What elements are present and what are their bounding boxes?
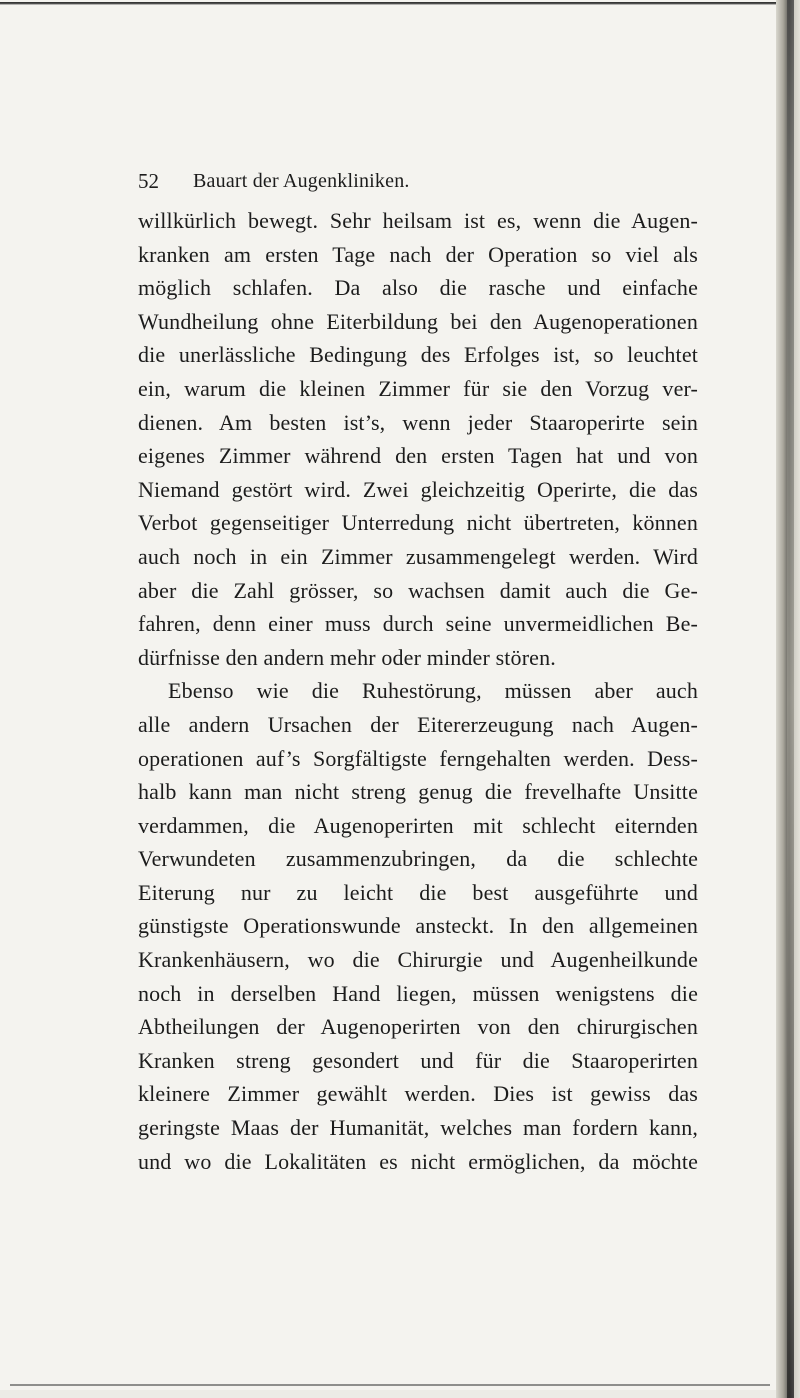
text-line: Eiterung nur zu leicht die best ausgeführte und: [138, 879, 698, 905]
text-line: noch in derselben Hand liegen, müssen wenigstens die: [138, 980, 698, 1006]
text-line: kranken am ersten Tage nach der Operation so viel als: [138, 241, 698, 267]
page-edge-dark: [787, 0, 794, 1398]
text-line: auch noch in ein Zimmer zusammengelegt werden. Wird: [138, 543, 698, 569]
text-line: Niemand gestört wird. Zwei gleichzeitig Operirte, die das: [138, 476, 698, 502]
text-line: Ebenso wie die Ruhestörung, müssen aber auch: [168, 678, 698, 704]
text-line: Krankenhäusern, wo die Chirurgie und Augenheilkunde: [138, 947, 698, 973]
top-rule: [0, 2, 780, 5]
text-line: ein, warum die kleinen Zimmer für sie den Vorzug ver-: [138, 375, 698, 401]
text-line: fahren, denn einer muss durch seine unvermeidlichen Be-: [138, 611, 698, 637]
text-line: kleinere Zimmer gewählt werden. Dies ist gewiss das: [138, 1081, 698, 1107]
bottom-rule: [10, 1384, 770, 1386]
text-line: dienen. Am besten ist’s, wenn jeder Staaroperirte sein: [138, 409, 698, 435]
text-line: aber die Zahl grösser, so wachsen damit auch die Ge-: [138, 577, 698, 603]
text-line: dürfnisse den andern mehr oder minder stören.: [138, 644, 556, 670]
text-line: die unerlässliche Bedingung des Erfolges ist, so leuchtet: [138, 342, 698, 368]
text-line: und wo die Lokalitäten es nicht ermöglichen, da möchte: [138, 1148, 698, 1174]
text-line: Wundheilung ohne Eiterbildung bei den Augenoperationen: [138, 308, 698, 334]
text-line: Abtheilungen der Augenoperirten von den chirurgischen: [138, 1014, 698, 1040]
text-line: geringste Maas der Humanität, welches man fordern kann,: [138, 1115, 698, 1141]
text-line: willkürlich bewegt. Sehr heilsam ist es, wenn die Augen-: [138, 208, 698, 233]
text-line: günstigste Operationswunde ansteckt. In den allgemeinen: [138, 913, 698, 939]
text-line: eigenes Zimmer während den ersten Tagen hat und von: [138, 443, 698, 469]
text-line: möglich schlafen. Da also die rasche und einfache: [138, 275, 698, 301]
page-header: [138, 164, 698, 198]
text-line: alle andern Ursachen der Eitererzeugung nach Augen-: [138, 711, 698, 737]
text-line: Verbot gegenseitiger Unterredung nicht übertreten, können: [138, 510, 698, 536]
text-line: Kranken streng gesondert und für die Staaroperirten: [138, 1047, 698, 1073]
body-text: [138, 204, 698, 1178]
text-line: operationen auf’s Sorgfältigste ferngehalten werden. Dess-: [138, 745, 698, 771]
text-line: halb kann man nicht streng genug die frevelhafte Unsitte: [138, 779, 698, 805]
text-line: Verwundeten zusammenzubringen, da die schlechte: [138, 846, 698, 872]
page-number: 52: [138, 169, 159, 193]
running-head: Bauart der Augenkliniken.: [193, 170, 410, 192]
text-line: verdammen, die Augenoperirten mit schlecht eiternden: [138, 812, 698, 838]
